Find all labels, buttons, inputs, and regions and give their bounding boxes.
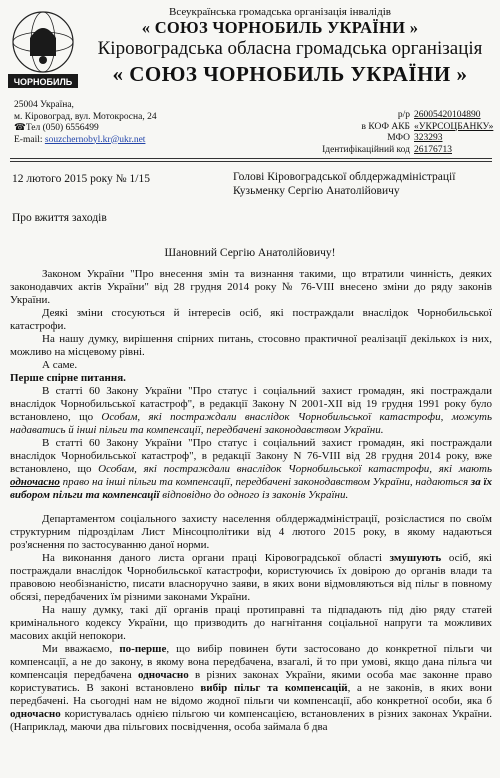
org-union-name-regional: « СОЮЗ ЧОРНОБИЛЬ УКРАЇНИ »	[112, 62, 468, 86]
text-run: користувалась однією пільгою чи компенсацією, встановлених в різних законах України. (Наприклад, маючи два пільгових посвідчення, особа займала б два	[10, 708, 492, 733]
bank-details	[322, 110, 495, 156]
paragraph: Департаментом соціального захисту населення облдержадміністрації, розісластися по своїм структурним підрозділам Лист Мінсоцполітики від 4 лютого 2015 року, в якому надаються роз'яснення по застосуванню даної норми.	[10, 513, 492, 551]
paragraph	[10, 385, 492, 437]
bank-name: «УКРСОЦБАНКУ»	[414, 121, 494, 132]
id-code-label: Ідентифікаційний код	[322, 144, 410, 155]
text-run: , що вибір повинен бути застосовано до конкретної пільги чи компенсації, а не до закону, в якому вона передбачена, взагалі, й то при умові, якщо дана пільга чи компенсація передбачена	[10, 643, 492, 681]
text-run: осіб, які постраждали внаслідок Чорнобильської катастрофи, користуючись їх довірою до органів влади та правовою необізнаністю, писати власноручно заяви, в яких вони відмовляються від пільг в повному обсязі, передбачених їм різними законами України.	[10, 552, 492, 603]
paragraph: Деякі зміни стосуються й інтересів осіб, які постраждали внаслідок Чорнобильської катастрофи.	[10, 307, 492, 332]
paragraph	[10, 552, 492, 604]
emphasis-run: одночасно	[10, 476, 60, 488]
quote-run: Особам, які постраждали внаслідок Чорнобильської катастрофи, можуть надаватись й інші пільги та компенсації, передбачені законодавством України.	[10, 411, 493, 436]
paragraph: На нашу думку, вирішення спірних питань, стосовно практичної реалізації декількох із них, можливо на місцевому рівні.	[10, 333, 492, 358]
org-name-national: Всеукраїнська громадська організація інвалідів	[169, 6, 391, 18]
text-run: Ми вважаємо,	[42, 643, 120, 655]
paragraph	[10, 437, 492, 502]
letter-body	[10, 268, 492, 734]
emphasis-run: змушують	[389, 552, 442, 564]
text-run: На виконання даного листа органи праці Кіровоградської області	[42, 552, 390, 564]
paragraph: А саме.	[42, 359, 78, 371]
quote-run: право на інші пільги та компенсації, передбачені законодавством України, надаються	[59, 476, 471, 488]
header-divider-thin	[10, 161, 492, 162]
recipient-name: Кузьменку Сергію Анатолійовичу	[233, 185, 400, 197]
paragraph: Законом України "Про внесення змін та визнання такими, що втратили чинність, деяких законодавчих актів України" від 28 грудня 2014 року № 76-VIII внесено зміни до ряду законів України.	[10, 268, 492, 306]
email-link[interactable]: souzchernobyl.kr@ukr.net	[44, 134, 146, 145]
account-label: р/р	[397, 110, 410, 120]
logo-caption: ЧОРНОБИЛЬ	[13, 77, 73, 87]
email-line	[14, 135, 214, 147]
address-line: 25004 Україна,	[14, 100, 74, 110]
account-number: 26005420104890	[414, 110, 481, 120]
letter-subject: Про вжиття заходів	[12, 212, 107, 224]
emphasis-run: одночасно	[138, 669, 189, 681]
email-label: E-mail:	[14, 134, 43, 145]
org-union-name-national: « СОЮЗ ЧОРНОБИЛЬ УКРАЇНИ »	[141, 18, 419, 37]
salutation: Шановний Сергію Анатолійовичу!	[164, 247, 336, 259]
recipient	[233, 170, 455, 198]
emphasis-run: по-перше	[119, 643, 167, 655]
section-heading: Перше спірне питання.	[10, 372, 126, 384]
paragraph	[10, 643, 492, 734]
mfo-label: МФО	[387, 133, 410, 143]
address-block	[14, 100, 214, 146]
emphasis-run: одночасно	[10, 708, 61, 720]
emphasis-run: вибір пільг та компенсацій	[200, 682, 348, 694]
phone-line: ☎Тел (050) 6556499	[14, 123, 99, 133]
quote-run: відповідно до одного із законів України.	[159, 489, 349, 501]
text-run: в різних законах України, якими особа має законне право користуватись. В законі встановлено	[10, 669, 492, 694]
id-code: 26176713	[414, 144, 452, 155]
org-name-regional: Кіровоградська обласна громадська організація	[97, 38, 483, 59]
quote-run: Особам, які постраждали внаслідок Чорнобильської катастрофи, які мають	[98, 463, 492, 475]
bank-label: в КОФ АКБ	[361, 121, 410, 132]
address-line: м. Кіровоград, вул. Мотокросна, 24	[14, 111, 157, 122]
header-divider	[10, 158, 492, 159]
text-run: В статті 60 Закону України "Про статус і соціальний захист громадян, які постраждали внаслідок Чорнобильської катастроф", в редакції Закону N 2001-XII від 19 грудня 1991 року було встановлено, що	[10, 385, 492, 423]
letter-date: 12 лютого 2015 року № 1/15	[12, 173, 150, 185]
paragraph: На нашу думку, такі дії органів праці протиправні та підпадають під дію ряду статей кримінального кодексу України, що призводить до нагнітання соціальної напруги та можливих масових акцій непокори.	[10, 604, 492, 642]
recipient-title: Голові Кіровоградської облдержадміністрації	[233, 171, 456, 183]
emphasis-run: за їх вибором пільги та компенсації	[10, 476, 493, 501]
mfo-code: 323293	[414, 133, 443, 143]
text-run: , а не законів, в яких вони передбачені. На сьогодні нам не відомо жодної пільги чи компенсації, або конкретної особи, яка б	[10, 682, 492, 707]
text-run: В статті 60 Закону України "Про статус і соціальний захист громадян, які постраждали внаслідок Чорнобильської катастроф", в редакції Закону N 76-VIII від 28 грудня 2014 року, вже встановлено, що	[10, 437, 492, 475]
